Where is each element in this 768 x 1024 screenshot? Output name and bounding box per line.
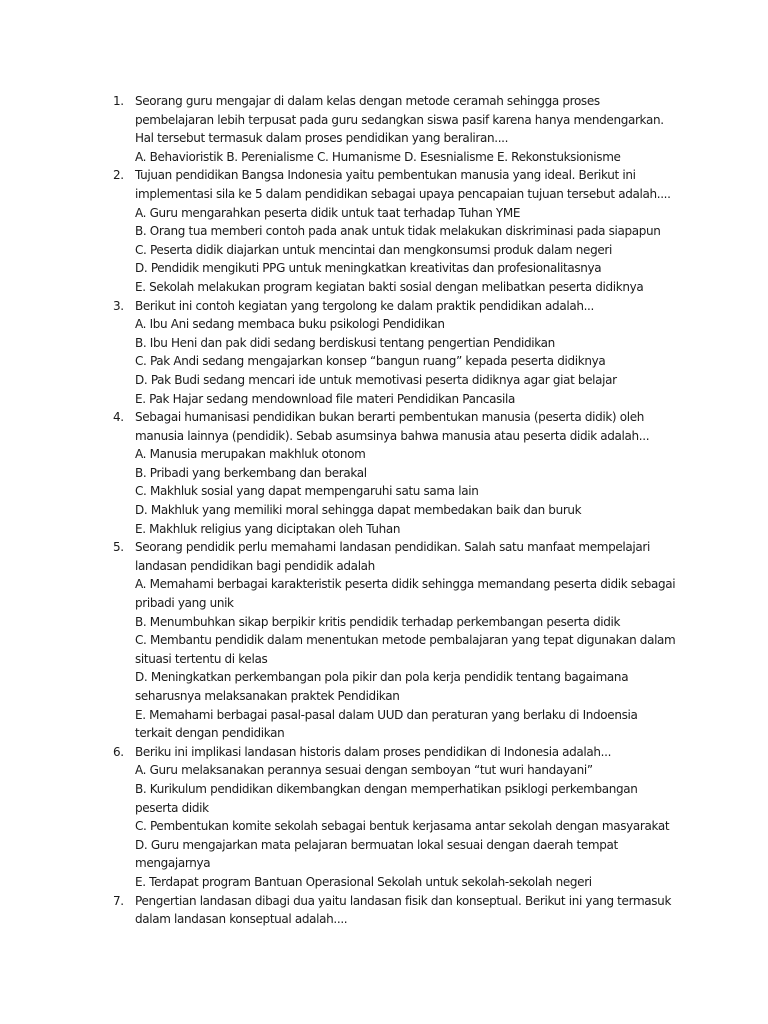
answer-option: D. Guru mengajarkan mata pelajaran bermuatan lokal sesuai dengan daerah tempat mengajarnya bbox=[135, 837, 618, 871]
question-number: 2. bbox=[113, 168, 124, 183]
answer-option: E. Pak Hajar sedang mendownload file materi Pendidikan Pancasila bbox=[135, 391, 515, 406]
question-item bbox=[106, 743, 676, 892]
question-number: 1. bbox=[113, 94, 124, 108]
question-number: 3. bbox=[113, 298, 124, 313]
question-text: Seorang pendidik perlu memahami landasan pendidikan. Salah satu manfaat mempelajari landasan pendidikan bagi pendidik adalah bbox=[135, 540, 650, 573]
question-number: 6. bbox=[113, 744, 124, 759]
answer-option: A. Guru mengarahkan peserta didik untuk taat terhadap Tuhan YME bbox=[135, 205, 521, 220]
question-number: 5. bbox=[113, 540, 124, 555]
question-text: Berikut ini contoh kegiatan yang tergolong ke dalam praktik pendidikan adalah... bbox=[135, 298, 594, 313]
answer-option: C. Pembentukan komite sekolah sebagai bentuk kerjasama antar sekolah dengan masyarakat bbox=[135, 819, 670, 834]
answer-option: B. Orang tua memberi contoh pada anak untuk tidak melakukan diskriminasi pada siapapun bbox=[135, 224, 661, 239]
answer-option: D. Makhluk yang memiliki moral sehingga dapat membedakan baik dan buruk bbox=[135, 503, 582, 518]
question-text: Beriku ini implikasi landasan historis dalam proses pendidikan di Indonesia adalah... bbox=[135, 744, 612, 759]
answer-option: E. Makhluk religius yang diciptakan oleh Tuhan bbox=[135, 521, 401, 536]
question-text: Tujuan pendidikan Bangsa Indonesia yaitu pembentukan manusia yang ideal. Berikut ini implementasi sila ke 5 dalam pendidikan sebagai upaya pencapaian tujuan tersebut adalah.... bbox=[135, 168, 671, 201]
question-item bbox=[106, 408, 676, 538]
answer-option: C. Membantu pendidik dalam menentukan metode pembalajaran yang tepat digunakan dalam situasi tertentu di kelas bbox=[135, 633, 676, 666]
answer-option: C. Pak Andi sedang mengajarkan konsep “bangun ruang” kepada peserta didiknya bbox=[135, 354, 606, 369]
question-list bbox=[106, 92, 676, 929]
answer-option: B. Menumbuhkan sikap berpikir kritis pendidik terhadap perkembangan peserta didik bbox=[135, 614, 621, 629]
answer-option: E. Memahami berbagai pasal-pasal dalam UUD dan peraturan yang berlaku di Indoensia terkait dengan pendidikan bbox=[135, 707, 638, 741]
answer-option: A. Manusia merupakan makhluk otonom bbox=[135, 447, 366, 462]
question-item bbox=[106, 892, 676, 929]
answer-option: E. Sekolah melakukan program kegiatan bakti sosial dengan melibatkan peserta didiknya bbox=[135, 279, 644, 294]
question-text: Sebagai humanisasi pendidikan bukan berarti pembentukan manusia (peserta didik) oleh manusia lainnya (pendidik). Sebab asumsinya bahwa manusia atau peserta didik adalah... bbox=[135, 410, 650, 443]
question-item bbox=[106, 92, 676, 166]
answer-option: A. Ibu Ani sedang membaca buku psikologi Pendidikan bbox=[135, 317, 445, 332]
question-number: 4. bbox=[113, 410, 124, 425]
answer-option: C. Peserta didik diajarkan untuk mencintai dan mengkonsumsi produk dalam negeri bbox=[135, 242, 612, 257]
answer-option: B. Ibu Heni dan pak didi sedang berdiskusi tentang pengertian Pendidikan bbox=[135, 335, 555, 350]
answer-option: E. Terdapat program Bantuan Operasional Sekolah untuk sekolah-sekolah negeri bbox=[135, 874, 592, 889]
answer-option: A. Memahami berbagai karakteristik peserta didik sehingga memandang peserta didik sebagai pribadi yang unik bbox=[135, 577, 676, 611]
answer-option: C. Makhluk sosial yang dapat mempengaruhi satu sama lain bbox=[135, 484, 479, 499]
answer-option: A. Behavioristik B. Perenialisme C. Humanisme D. Esesnialisme E. Rekonstuksionisme bbox=[135, 149, 621, 164]
question-number: 7. bbox=[113, 893, 124, 908]
question-item bbox=[106, 538, 676, 743]
answer-option: B. Kurikulum pendidikan dikembangkan dengan memperhatikan psiklogi perkembangan peserta didik bbox=[135, 781, 638, 815]
answer-option: B. Pribadi yang berkembang dan berakal bbox=[135, 465, 367, 480]
answer-option: A. Guru melaksanakan perannya sesuai dengan semboyan “tut wuri handayani” bbox=[135, 763, 593, 778]
question-item bbox=[106, 166, 676, 296]
question-text: Seorang guru mengajar di dalam kelas dengan metode ceramah sehingga proses pembelajaran lebih terpusat pada guru sedangkan siswa pasif karena hanya mendengarkan. Hal tersebut termasuk dalam proses pendidikan yang beraliran.... bbox=[135, 94, 664, 146]
question-item bbox=[106, 297, 676, 409]
answer-option: D. Meningkatkan perkembangan pola pikir dan pola kerja pendidik tentang bagaimana seharusnya melaksanakan praktek Pendidikan bbox=[135, 670, 629, 703]
question-text: Pengertian landasan dibagi dua yaitu landasan fisik dan konseptual. Berikut ini yang termasuk dalam landasan konseptual adalah.... bbox=[135, 893, 672, 927]
answer-option: D. Pendidik mengikuti PPG untuk meningkatkan kreativitas dan profesionalitasnya bbox=[135, 261, 602, 276]
answer-option: D. Pak Budi sedang mencari ide untuk memotivasi peserta didiknya agar giat belajar bbox=[135, 372, 617, 387]
